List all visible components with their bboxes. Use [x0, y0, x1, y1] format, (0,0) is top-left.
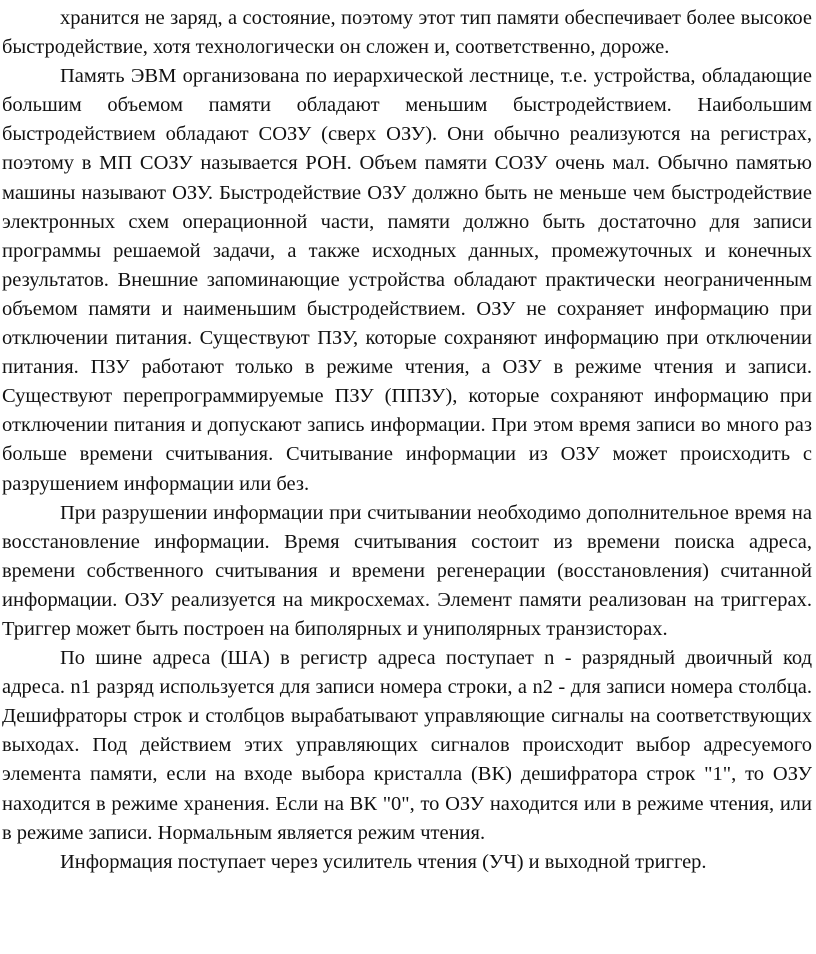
paragraph-continuation: хранится не заряд, а состояние, поэтому этот тип памяти обеспечивает более высокое быстродействие, хотя технологически он сложен и, соответственно, дороже. [2, 7, 812, 59]
paragraph-address-bus: По шине адреса (ША) в регистр адреса поступает n - разрядный двоичный код адреса. n1 разряд используется для записи номера строки, а n2 - для записи номера столбца. Дешифраторы строк и столбцов вырабатывают управляющие сигналы на соответствующих выходах. Под действием этих управляющих сигналов происходит выбор адресуемого элемента памяти, если на входе выбора кристалла (ВК) дешифратора строк "1", то ОЗУ находится в режиме хранения. Если на ВК "0", то ОЗУ находится или в режиме чтения, или в режиме записи. Нормальным является режим чтения. [2, 647, 812, 844]
paragraph-read-destruction: При разрушении информации при считывании необходимо дополнительное время на восстановление информации. Время считывания состоит из времени поиска адреса, времени собственного считывания и времени регенерации (восстановления) считанной информации. ОЗУ реализуется на микросхемах. Элемент памяти реализован на триггерах. Триггер может быть построен на биполярных и униполярных транзисторах. [2, 501, 812, 640]
paragraph-memory-hierarchy: Память ЭВМ организована по иерархической лестнице, т.е. устройства, обладающие большим объемом памяти обладают меньшим быстродействием. Наибольшим быстродействием обладают СОЗУ (сверх ОЗУ). Они обычно реализуются на регистрах, поэтому в МП СОЗУ называется РОН. Объем памяти СОЗУ очень мал. Обычно памятью машины называют ОЗУ. Быстродействие ОЗУ должно быть не меньше чем быстродействие электронных схем операционной части, памяти должно быть достаточно для записи программы решаемой задачи, а также исходных данных, промежуточных и конечных результатов. Внешние запоминающие устройства обладают практически неограниченным объемом памяти и наименьшим быстродействием. ОЗУ не сохраняет информацию при отключении питания. Существуют ПЗУ, которые сохраняют информацию при отключении питания. ПЗУ работают только в режиме чтения, а ОЗУ в режиме чтения и записи. Существуют перепрограммируемые ПЗУ (ППЗУ), которые сохраняют информацию при отключении питания и допускают запись информации. При этом время записи во много раз больше времени считывания. Считывание информации из ОЗУ может происходить с разрушением информации или без. [2, 65, 812, 495]
paragraph-read-amplifier: Информация поступает через усилитель чтения (УЧ) и выходной триггер. [60, 850, 707, 873]
